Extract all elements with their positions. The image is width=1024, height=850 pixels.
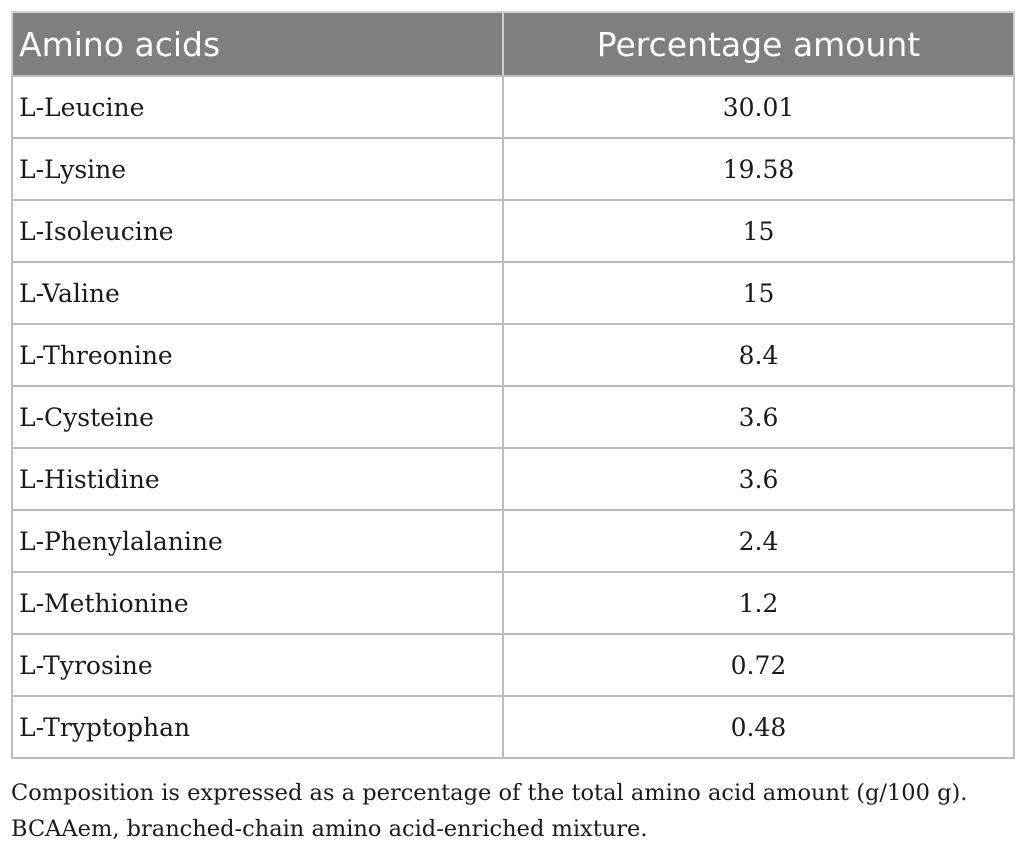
amino-acid-name: L-Tyrosine bbox=[12, 634, 503, 696]
percentage-value: 1.2 bbox=[503, 572, 1014, 634]
table-row bbox=[12, 572, 1014, 634]
amino-acid-name: L-Isoleucine bbox=[12, 200, 503, 262]
amino-acid-name: L-Leucine bbox=[12, 76, 503, 138]
amino-acid-name: L-Threonine bbox=[12, 324, 503, 386]
amino-acid-name: L-Phenylalanine bbox=[12, 510, 503, 572]
percentage-value: 15 bbox=[503, 262, 1014, 324]
table-row bbox=[12, 138, 1014, 200]
table-footnote: Composition is expressed as a percentage of the total amino acid amount (g/100 g). BCAAem, branched-chain amino acid-enriched mixture. bbox=[11, 780, 968, 842]
amino-acid-name: L-Cysteine bbox=[12, 386, 503, 448]
percentage-value: 15 bbox=[503, 200, 1014, 262]
table-row bbox=[12, 262, 1014, 324]
percentage-value: 0.72 bbox=[503, 634, 1014, 696]
amino-acid-name: L-Tryptophan bbox=[12, 696, 503, 758]
table-row bbox=[12, 76, 1014, 138]
table-row bbox=[12, 634, 1014, 696]
table-row bbox=[12, 324, 1014, 386]
amino-acid-name: L-Lysine bbox=[12, 138, 503, 200]
percentage-value: 19.58 bbox=[503, 138, 1014, 200]
percentage-value: 8.4 bbox=[503, 324, 1014, 386]
amino-acid-name: L-Methionine bbox=[12, 572, 503, 634]
percentage-value: 30.01 bbox=[503, 76, 1014, 138]
amino-acid-name: L-Valine bbox=[12, 262, 503, 324]
table-row bbox=[12, 448, 1014, 510]
percentage-value: 3.6 bbox=[503, 448, 1014, 510]
header-amino-acids: Amino acids bbox=[12, 12, 503, 76]
amino-acid-name: L-Histidine bbox=[12, 448, 503, 510]
header-percentage-amount: Percentage amount bbox=[503, 12, 1014, 76]
amino-acid-table bbox=[11, 11, 1015, 759]
table-row bbox=[12, 510, 1014, 572]
table-row bbox=[12, 696, 1014, 758]
percentage-value: 2.4 bbox=[503, 510, 1014, 572]
table-row bbox=[12, 386, 1014, 448]
table-header-row bbox=[12, 12, 1014, 76]
percentage-value: 3.6 bbox=[503, 386, 1014, 448]
table-row bbox=[12, 200, 1014, 262]
percentage-value: 0.48 bbox=[503, 696, 1014, 758]
amino-acid-table-container bbox=[11, 11, 1013, 759]
